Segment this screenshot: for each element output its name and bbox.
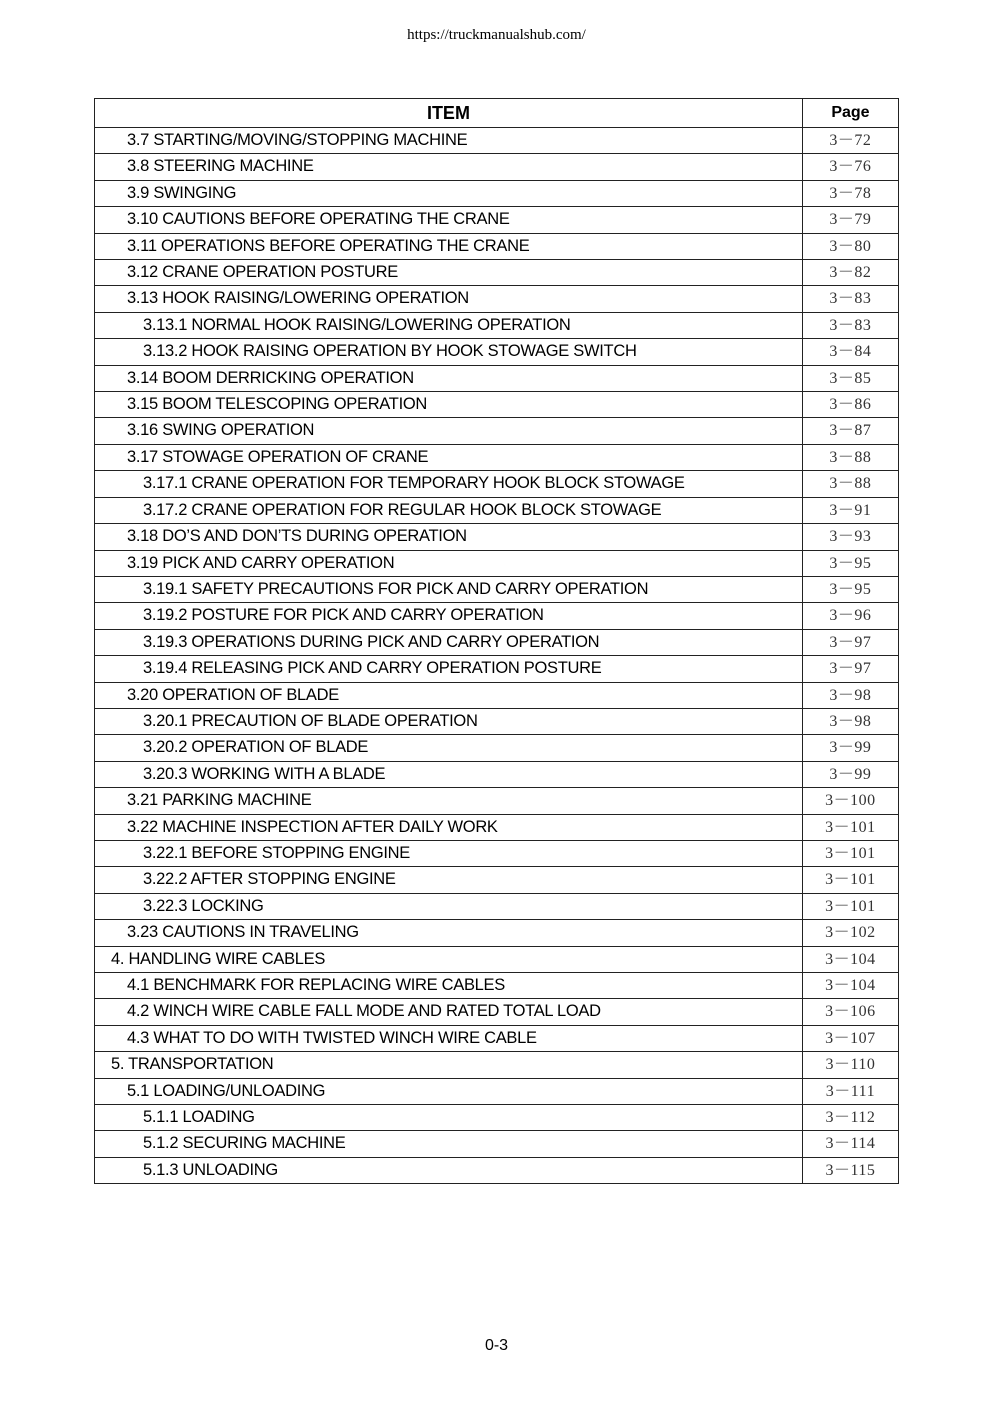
table-row [95,339,899,365]
table-header-row [95,99,899,128]
toc-entry-title: 5.1.3 UNLOADING [95,1157,803,1183]
toc-entry-page: 3－88 [802,471,898,497]
toc-entry-title: 3.10 CAUTIONS BEFORE OPERATING THE CRANE [95,207,803,233]
toc-entry-page: 3－86 [802,392,898,418]
table-row [95,629,899,655]
toc-entry-page: 3－107 [802,1025,898,1051]
table-row [95,735,899,761]
toc-entry-title: 3.17 STOWAGE OPERATION OF CRANE [95,444,803,470]
toc-entry-title: 4. HANDLING WIRE CABLES [95,946,803,972]
toc-entry-page: 3－88 [802,444,898,470]
table-row [95,128,899,154]
table-row [95,840,899,866]
toc-entry-page: 3－115 [802,1157,898,1183]
toc-entry-title: 3.20.2 OPERATION OF BLADE [95,735,803,761]
toc-entry-page: 3－91 [802,497,898,523]
toc-entry-page: 3－101 [802,814,898,840]
toc-entry-title: 3.22.1 BEFORE STOPPING ENGINE [95,840,803,866]
table-row [95,867,899,893]
toc-entry-title: 5.1.2 SECURING MACHINE [95,1131,803,1157]
toc-entry-title: 3.22 MACHINE INSPECTION AFTER DAILY WORK [95,814,803,840]
toc-entry-page: 3－104 [802,973,898,999]
toc-entry-page: 3－78 [802,180,898,206]
table-row [95,444,899,470]
toc-entry-title: 3.18 DO’S AND DON’TS DURING OPERATION [95,524,803,550]
toc-entry-title: 3.13.1 NORMAL HOOK RAISING/LOWERING OPERATION [95,312,803,338]
toc-entry-title: 3.19.4 RELEASING PICK AND CARRY OPERATION POSTURE [95,656,803,682]
toc-entry-page: 3－79 [802,207,898,233]
table-row [95,1157,899,1183]
table-row [95,603,899,629]
toc-entry-title: 5.1 LOADING/UNLOADING [95,1078,803,1104]
toc-entry-title: 3.19.3 OPERATIONS DURING PICK AND CARRY OPERATION [95,629,803,655]
table-row [95,1052,899,1078]
table-row [95,1078,899,1104]
table-row [95,788,899,814]
toc-entry-page: 3－106 [802,999,898,1025]
toc-entry-page: 3－99 [802,761,898,787]
table-row [95,761,899,787]
toc-entry-page: 3－97 [802,629,898,655]
toc-entry-page: 3－111 [802,1078,898,1104]
toc-entry-page: 3－100 [802,788,898,814]
toc-entry-title: 3.19.2 POSTURE FOR PICK AND CARRY OPERATION [95,603,803,629]
table-row [95,576,899,602]
toc-entry-title: 3.17.1 CRANE OPERATION FOR TEMPORARY HOOK BLOCK STOWAGE [95,471,803,497]
toc-entry-title: 3.20.3 WORKING WITH A BLADE [95,761,803,787]
toc-entry-page: 3－83 [802,286,898,312]
table-row [95,392,899,418]
table-row [95,550,899,576]
table-row [95,656,899,682]
toc-entry-page: 3－98 [802,708,898,734]
toc-entry-page: 3－87 [802,418,898,444]
toc-entry-title: 3.21 PARKING MACHINE [95,788,803,814]
table-row [95,524,899,550]
toc-entry-page: 3－83 [802,312,898,338]
toc-entry-page: 3－72 [802,128,898,154]
toc-entry-page: 3－95 [802,576,898,602]
table-row [95,999,899,1025]
page-number: 0-3 [484,1337,509,1354]
toc-entry-title: 3.11 OPERATIONS BEFORE OPERATING THE CRANE [95,233,803,259]
table-row [95,312,899,338]
toc-entry-title: 3.7 STARTING/MOVING/STOPPING MACHINE [95,128,803,154]
toc-entry-title: 3.15 BOOM TELESCOPING OPERATION [95,392,803,418]
toc-entry-page: 3－104 [802,946,898,972]
toc-entry-page: 3－98 [802,682,898,708]
toc-entry-title: 3.14 BOOM DERRICKING OPERATION [95,365,803,391]
table-row [95,1025,899,1051]
toc-entry-page: 3－97 [802,656,898,682]
toc-entry-page: 3－93 [802,524,898,550]
table-row [95,418,899,444]
toc-entry-title: 3.8 STEERING MACHINE [95,154,803,180]
toc-entry-page: 3－82 [802,260,898,286]
table-row [95,497,899,523]
table-row [95,260,899,286]
toc-entry-title: 4.1 BENCHMARK FOR REPLACING WIRE CABLES [95,973,803,999]
table-row [95,1131,899,1157]
toc-entry-title: 5.1.1 LOADING [95,1105,803,1131]
toc-entry-page: 3－114 [802,1131,898,1157]
toc-entry-title: 3.12 CRANE OPERATION POSTURE [95,260,803,286]
toc-entry-page: 3－85 [802,365,898,391]
toc-entry-title: 3.23 CAUTIONS IN TRAVELING [95,920,803,946]
table-row [95,920,899,946]
toc-entry-title: 3.22.2 AFTER STOPPING ENGINE [95,867,803,893]
toc-entry-page: 3－99 [802,735,898,761]
table-row [95,973,899,999]
table-row [95,708,899,734]
table-row [95,814,899,840]
toc-entry-title: 3.16 SWING OPERATION [95,418,803,444]
toc-entry-page: 3－102 [802,920,898,946]
table-row [95,471,899,497]
toc-entry-title: 3.22.3 LOCKING [95,893,803,919]
toc-entry-title: 3.19 PICK AND CARRY OPERATION [95,550,803,576]
table-row [95,180,899,206]
toc-entry-title: 3.20.1 PRECAUTION OF BLADE OPERATION [95,708,803,734]
toc-entry-title: 3.9 SWINGING [95,180,803,206]
toc-entry-title: 3.13 HOOK RAISING/LOWERING OPERATION [95,286,803,312]
table-row [95,893,899,919]
table-row [95,286,899,312]
toc-entry-page: 3－76 [802,154,898,180]
table-row [95,1105,899,1131]
column-header-page: Page [802,99,898,128]
table-row [95,207,899,233]
table-row [95,682,899,708]
toc-entry-title: 4.3 WHAT TO DO WITH TWISTED WINCH WIRE CABLE [95,1025,803,1051]
toc-entry-page: 3－101 [802,893,898,919]
source-url: https://truckmanualshub.com/ [407,27,586,43]
toc-entry-page: 3－112 [802,1105,898,1131]
toc-entry-title: 3.20 OPERATION OF BLADE [95,682,803,708]
column-header-item: ITEM [95,99,803,128]
toc-entry-page: 3－84 [802,339,898,365]
table-row [95,365,899,391]
toc-entry-page: 3－95 [802,550,898,576]
toc-entry-page: 3－80 [802,233,898,259]
toc-entry-title: 4.2 WINCH WIRE CABLE FALL MODE AND RATED TOTAL LOAD [95,999,803,1025]
toc-body [95,128,899,1184]
toc-entry-page: 3－101 [802,840,898,866]
toc-entry-page: 3－110 [802,1052,898,1078]
table-row [95,946,899,972]
toc-entry-title: 3.17.2 CRANE OPERATION FOR REGULAR HOOK BLOCK STOWAGE [95,497,803,523]
table-row [95,233,899,259]
toc-entry-title: 3.19.1 SAFETY PRECAUTIONS FOR PICK AND CARRY OPERATION [95,576,803,602]
table-row [95,154,899,180]
toc-entry-title: 3.13.2 HOOK RAISING OPERATION BY HOOK STOWAGE SWITCH [95,339,803,365]
toc-entry-title: 5. TRANSPORTATION [95,1052,803,1078]
toc-entry-page: 3－96 [802,603,898,629]
toc-entry-page: 3－101 [802,867,898,893]
table-of-contents [94,98,899,1184]
